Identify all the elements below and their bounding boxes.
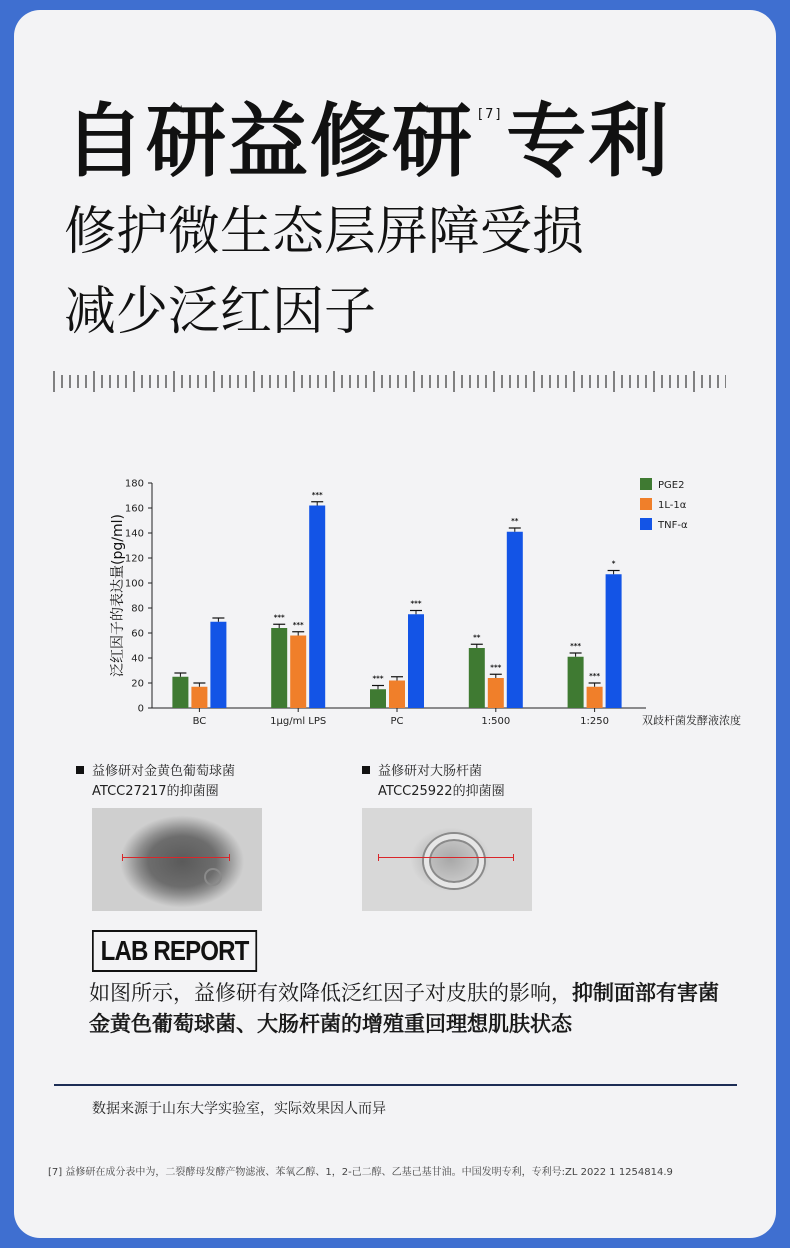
bar-PGE2 xyxy=(568,657,584,708)
photo-caption-left xyxy=(76,762,235,802)
bar-PGE2 xyxy=(271,628,287,708)
significance-mark: *** xyxy=(410,599,422,608)
bar-1L-1α xyxy=(587,687,603,708)
subtitle-line-1: 修护微生态层屏障受损 xyxy=(64,202,585,262)
significance-mark: *** xyxy=(292,620,304,629)
decorative-ruler xyxy=(52,370,726,394)
bar-1L-1α xyxy=(389,681,405,709)
legend-label: PGE2 xyxy=(658,480,685,491)
significance-mark: *** xyxy=(570,642,582,650)
title-reference-mark: [7] xyxy=(478,107,503,122)
y-tick-label: 120 xyxy=(124,553,144,565)
content-card xyxy=(14,10,776,1238)
zone-measure-line xyxy=(122,857,230,858)
caption-left-line1: 益修研对金黄色葡萄球菌 xyxy=(92,764,236,779)
bar-PGE2 xyxy=(172,677,188,708)
x-tick-label: 1:500 xyxy=(481,716,511,727)
colony-ring xyxy=(204,868,222,886)
legend-label: TNF-α xyxy=(658,520,688,531)
bar-PGE2 xyxy=(469,648,485,708)
zone-measure-line xyxy=(378,857,514,858)
caption-right-line2: ATCC25922的抑菌圈 xyxy=(378,784,505,799)
legend-label: 1L-1α xyxy=(658,500,687,511)
significance-mark: *** xyxy=(273,613,285,622)
x-tick-label: 1:250 xyxy=(580,716,610,727)
description-bold: 抑制面部有害菌金黄色葡萄球菌、大肠杆菌的增殖重回理想肌肤状态 xyxy=(89,981,719,1036)
title-tail: 专利 xyxy=(506,95,671,188)
bar-1L-1α xyxy=(290,636,306,709)
lab-report-description xyxy=(89,978,719,1040)
description-normal: 如图所示，益修研有效降低泛红因子对皮肤的影响， xyxy=(89,981,572,1005)
patent-footnote: [7] 益修研在成分表中为，二裂酵母发酵产物滤液、苯氧乙醇、1，2-己二醇、乙基己基甘油。中国发明专利，专利号:ZL 2022 1 1254814.9 xyxy=(48,1167,673,1178)
legend-swatch xyxy=(640,498,652,510)
y-tick-label: 160 xyxy=(124,503,144,515)
x-tick-label: PC xyxy=(390,716,404,727)
section-divider xyxy=(54,1084,737,1086)
caption-left-line2: ATCC27217的抑菌圈 xyxy=(92,784,219,799)
bar-1L-1α xyxy=(191,687,207,708)
lab-report-badge: LAB REPORT xyxy=(92,930,257,972)
y-tick-label: 180 xyxy=(124,478,144,490)
legend-swatch xyxy=(640,478,652,490)
y-tick-label: 20 xyxy=(131,678,144,690)
bar-1L-1α xyxy=(488,678,504,708)
y-axis-title: 泛红因子的表达量(pg/ml) xyxy=(110,514,126,677)
bar-TNF-α xyxy=(408,614,424,708)
chart-canvas xyxy=(84,466,764,736)
x-tick-label: BC xyxy=(192,716,207,727)
y-tick-label: 40 xyxy=(131,653,144,665)
bullet-square-icon xyxy=(76,766,84,774)
legend-swatch xyxy=(640,518,652,530)
title-main: 自研益修研 xyxy=(64,95,474,188)
y-tick-label: 100 xyxy=(124,578,144,590)
colony-ring xyxy=(424,834,484,888)
x-axis-title: 双歧杆菌发酵液浓度 xyxy=(642,714,741,727)
data-source-note: 数据来源于山东大学实验室，实际效果因人而异 xyxy=(92,1101,386,1117)
inhibition-zone-photo-staphylococcus xyxy=(92,808,262,911)
y-tick-label: 0 xyxy=(137,703,144,715)
subtitle-line-2: 减少泛红因子 xyxy=(64,282,377,342)
significance-mark: *** xyxy=(490,663,502,672)
significance-mark: * xyxy=(611,559,616,568)
inhibition-zone-photo-ecoli xyxy=(362,808,532,911)
significance-mark: ** xyxy=(511,517,519,525)
y-tick-label: 80 xyxy=(131,603,144,615)
page-title xyxy=(64,95,671,188)
photo-caption-right xyxy=(362,762,505,802)
significance-mark: *** xyxy=(372,674,384,683)
caption-right-line1: 益修研对大肠杆菌 xyxy=(378,764,483,779)
bar-TNF-α xyxy=(309,506,325,709)
significance-mark: *** xyxy=(589,672,601,680)
bar-TNF-α xyxy=(210,622,226,708)
y-tick-label: 60 xyxy=(131,628,144,640)
bar-TNF-α xyxy=(606,574,622,708)
significance-mark: *** xyxy=(311,490,323,499)
bar-chart xyxy=(84,466,764,736)
bar-TNF-α xyxy=(507,532,523,708)
significance-mark: ** xyxy=(473,633,481,642)
x-tick-label: 1μg/ml LPS xyxy=(270,716,327,727)
bar-PGE2 xyxy=(370,689,386,708)
bullet-square-icon xyxy=(362,766,370,774)
y-tick-label: 140 xyxy=(124,528,144,540)
